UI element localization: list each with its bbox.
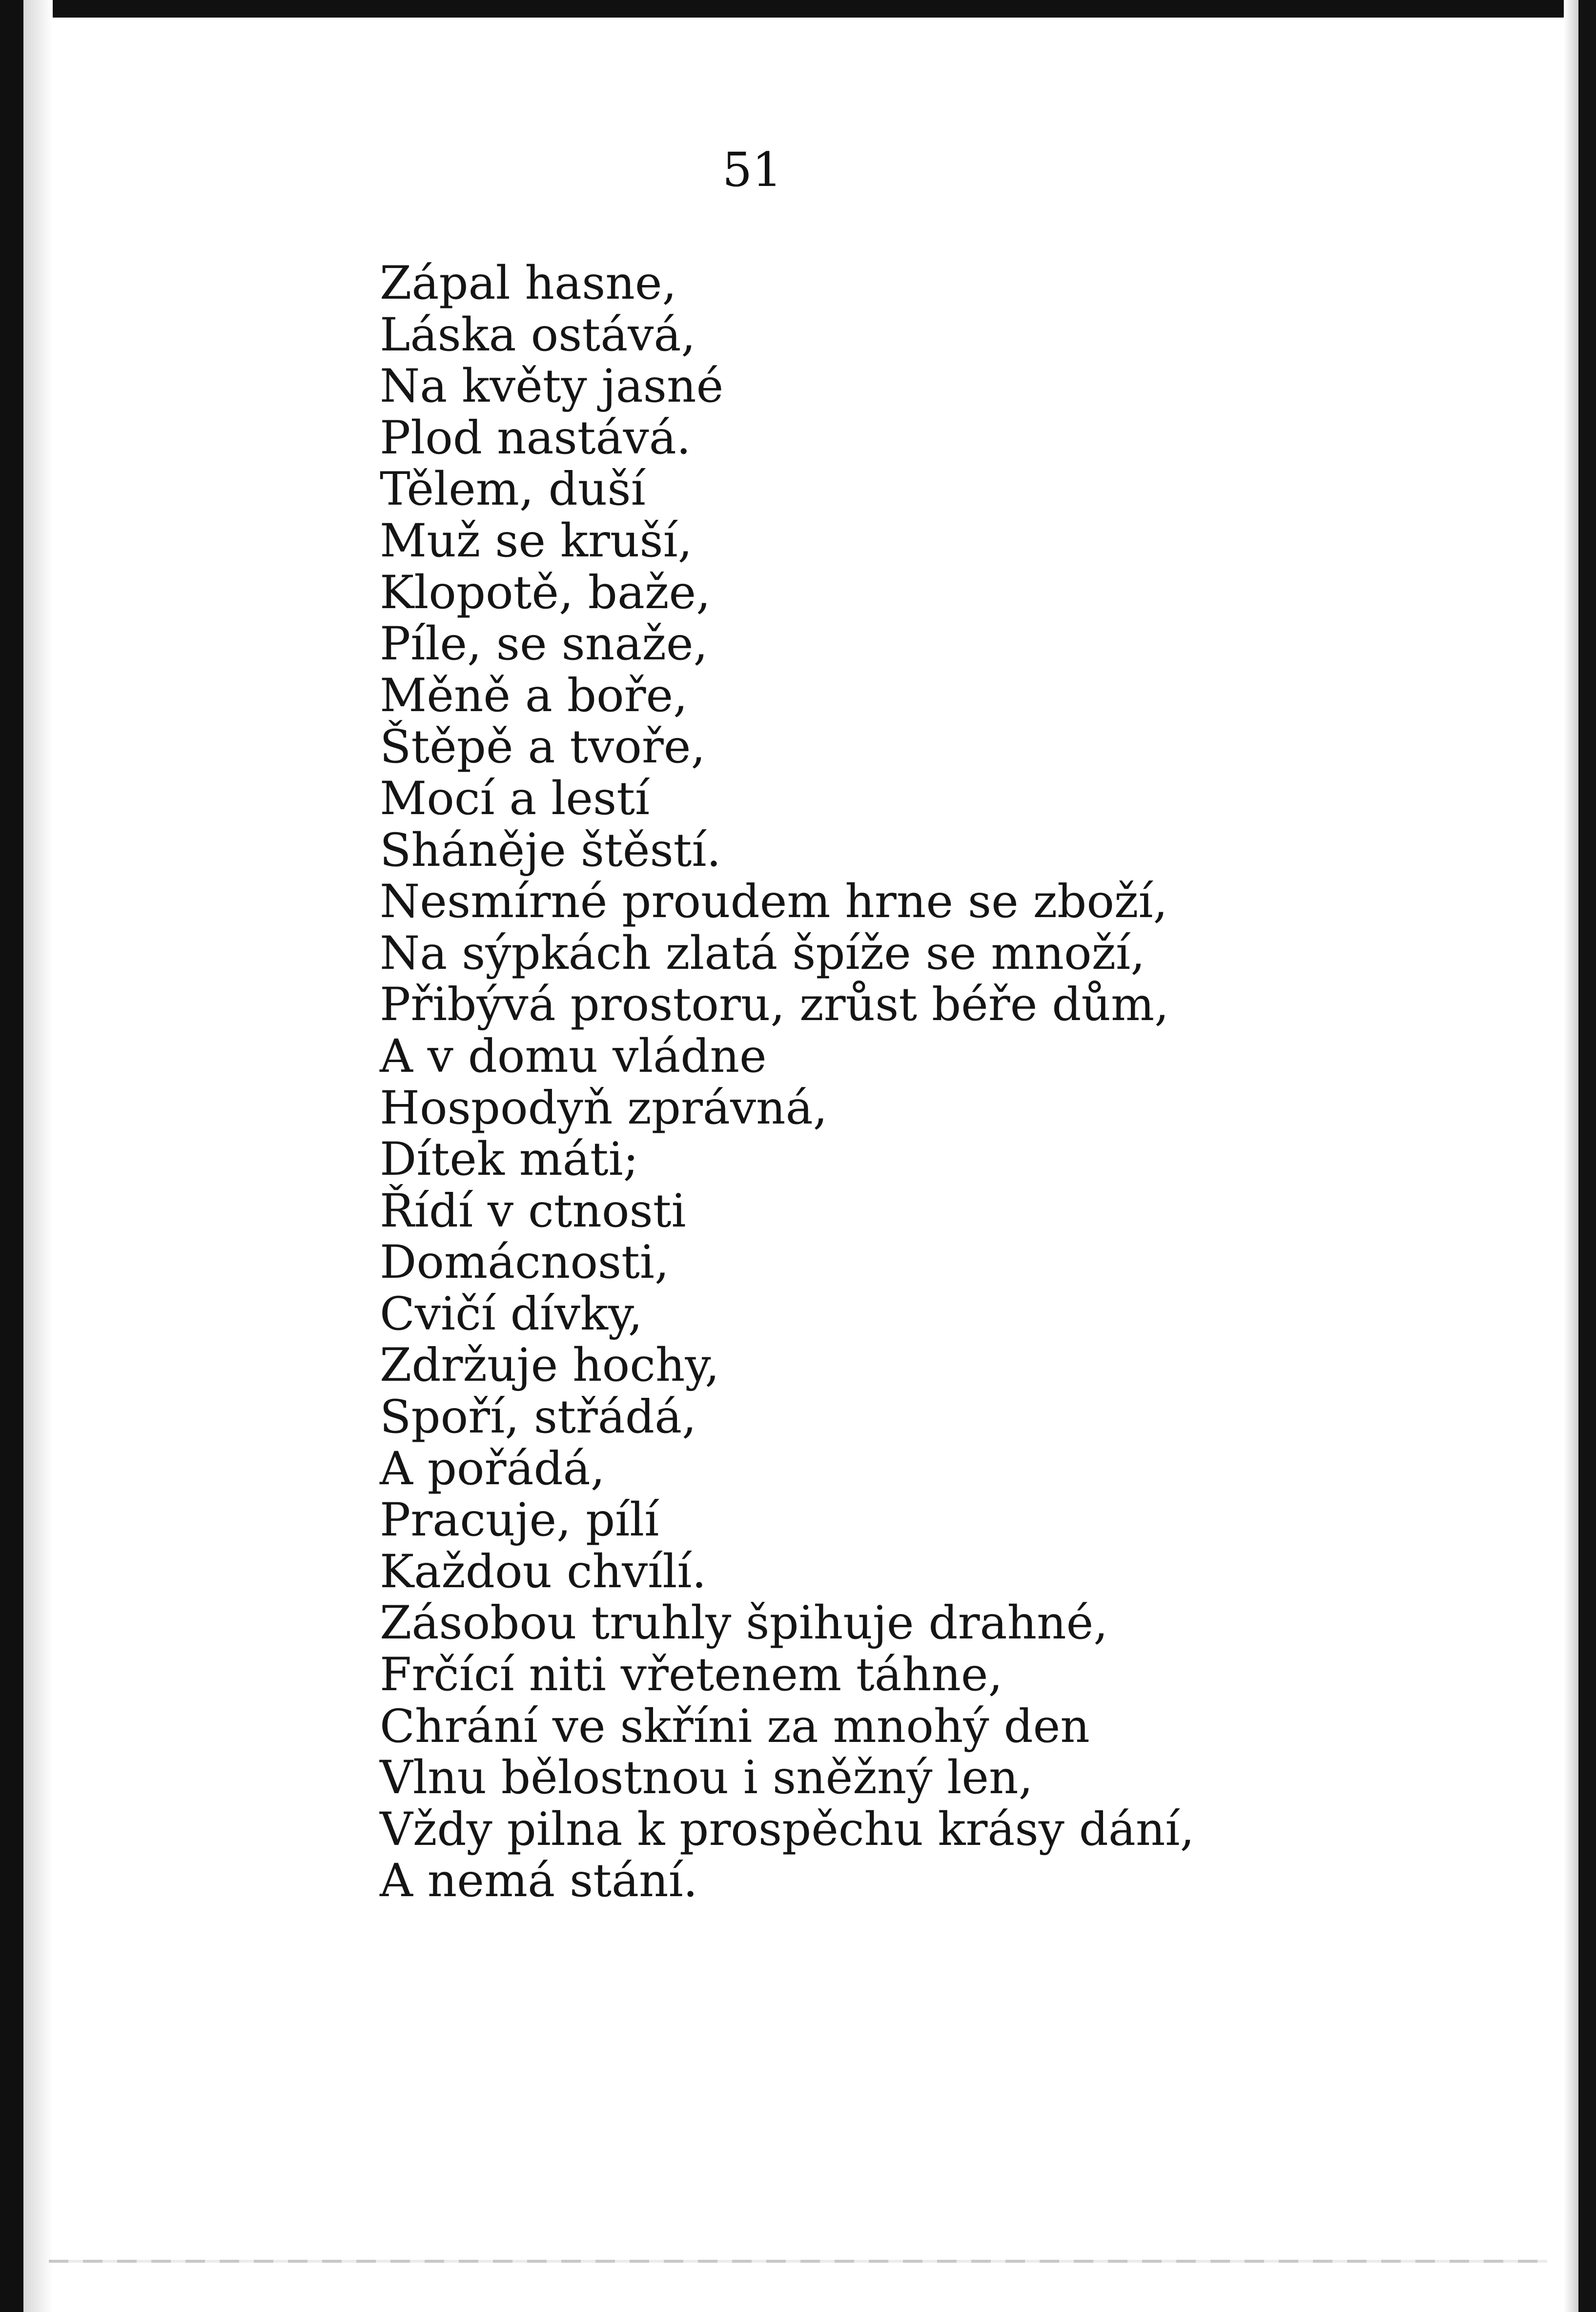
poem-line: Vlnu bělostnou i sněžný len,: [380, 1751, 1033, 1805]
poem-line: Zásobou truhly špihuje drahné,: [380, 1596, 1108, 1650]
poem-line: Nesmírné proudem hrne se zboží,: [380, 875, 1168, 929]
poem-line: Tělem, duší: [380, 463, 646, 516]
page-edge-right: [1564, 0, 1578, 2312]
poem-line: A pořádá,: [380, 1442, 605, 1495]
poem-line: A nemá stání.: [380, 1854, 698, 1908]
poem-line: Každou chvílí.: [380, 1545, 707, 1598]
poem-line: Přibývá prostoru, zrůst béře dům,: [380, 978, 1169, 1032]
poem-line: Měně a boře,: [380, 669, 688, 722]
poem-line: Zápal hasne,: [380, 257, 677, 310]
poem-line: Zdržuje hochy,: [380, 1339, 719, 1392]
poem-line: Domácnosti,: [380, 1236, 669, 1289]
poem-line: Pracuje, pílí: [380, 1494, 659, 1547]
scan-border-top: [0, 0, 1596, 18]
poem-line: Řídí v ctnosti: [380, 1184, 686, 1238]
poem-line: Cvičí dívky,: [380, 1287, 643, 1341]
poem-line: Mocí a lestí: [380, 772, 650, 825]
poem-line: A v domu vládne: [380, 1029, 767, 1083]
poem-line: Spoří, střádá,: [380, 1391, 697, 1444]
poem-line: Píle, se snaže,: [380, 617, 708, 671]
poem-line: Dítek máti;: [380, 1133, 639, 1187]
page-number: 51: [722, 143, 782, 197]
page-gutter-shadow: [23, 0, 53, 2312]
poem-line: Na sýpkách zlatá špíže se množí,: [380, 926, 1146, 980]
poem-line: Plod nastává.: [380, 411, 691, 465]
poem-line: Klopotě, baže,: [380, 566, 711, 619]
poem-line: Frčící niti vřetenem táhne,: [380, 1648, 1003, 1702]
scan-border-left: [0, 0, 23, 2312]
poem-text: [380, 257, 1195, 1908]
poem-line: Na květy jasné: [380, 360, 724, 413]
poem-line: Muž se kruší,: [380, 514, 693, 568]
scan-border-right: [1578, 0, 1596, 2312]
poem-line: Hospodyň zprávná,: [380, 1081, 828, 1135]
poem-line: Chrání ve skříni za mnohý den: [380, 1699, 1090, 1753]
scan-bottom-artifact: [49, 2260, 1547, 2263]
poem-line: Vždy pilna k prospěchu krásy dání,: [380, 1802, 1195, 1856]
poem-line: Sháněje štěstí.: [380, 823, 721, 877]
poem-line: Láska ostává,: [380, 308, 696, 362]
poem-line: Štěpě a tvoře,: [380, 720, 706, 774]
